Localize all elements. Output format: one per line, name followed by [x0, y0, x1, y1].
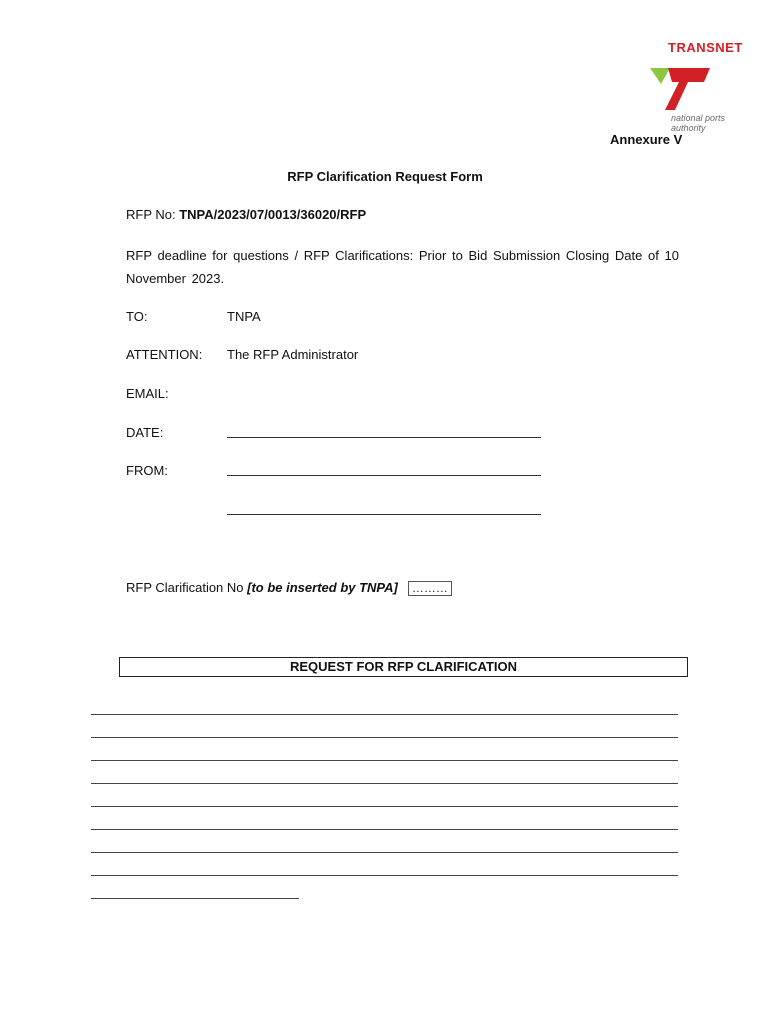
writing-line-short[interactable] — [91, 898, 299, 899]
writing-line[interactable] — [91, 806, 678, 807]
rfp-number — [126, 207, 366, 222]
logo-subtitle-line1: national ports — [671, 113, 726, 123]
attention-value: The RFP Administrator — [227, 347, 359, 362]
annexure-label: Annexure V — [610, 132, 683, 147]
logo-subtitle — [671, 113, 725, 133]
clarification-number — [126, 580, 452, 596]
request-heading-box: REQUEST FOR RFP CLARIFICATION — [119, 657, 688, 677]
rfp-number-value: TNPA/2023/07/0013/36020/RFP — [179, 207, 367, 222]
transnet-logo-icon — [648, 66, 712, 112]
writing-line[interactable] — [91, 852, 678, 853]
attention-label: ATTENTION: — [126, 347, 203, 362]
date-label: DATE: — [126, 425, 164, 440]
clarification-number-field[interactable]: ……… — [408, 581, 452, 596]
writing-line[interactable] — [91, 875, 678, 876]
from-blank-line-2[interactable] — [227, 514, 541, 515]
writing-line[interactable] — [91, 829, 678, 830]
from-blank-line[interactable] — [227, 475, 541, 476]
date-blank-line[interactable] — [227, 437, 541, 438]
writing-line[interactable] — [91, 783, 678, 784]
to-value: TNPA — [227, 309, 261, 324]
form-title: RFP Clarification Request Form — [287, 169, 483, 184]
deadline-paragraph: RFP deadline for questions / RFP Clarifications: Prior to Bid Submission Closing Date of 10 November 2023. — [126, 248, 679, 286]
writing-line[interactable] — [91, 714, 678, 715]
rfp-number-label: RFP No: — [126, 207, 180, 222]
clarification-note: [to be inserted by TNPA] — [247, 580, 398, 595]
transnet-wordmark: TRANSNET — [668, 40, 743, 55]
clarification-label: RFP Clarification No — [126, 580, 248, 595]
writing-line[interactable] — [91, 737, 678, 738]
from-label: FROM: — [126, 463, 168, 478]
writing-line[interactable] — [91, 760, 678, 761]
to-label: TO: — [126, 309, 148, 324]
logo-subtitle-line2: authority — [671, 123, 706, 133]
email-label: EMAIL: — [126, 386, 169, 401]
